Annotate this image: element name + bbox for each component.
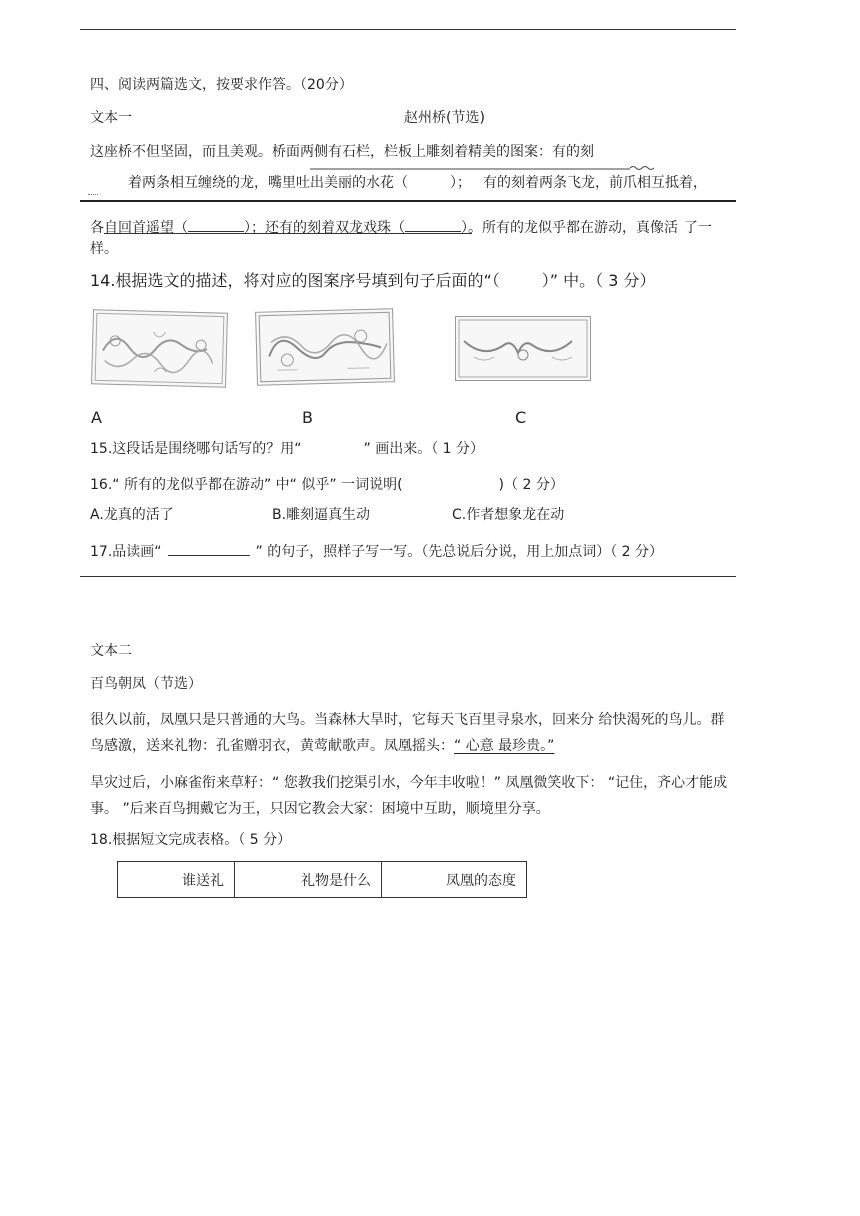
text2-para2-line2: 事。 ”后来百鸟拥戴它为王，只因它教会大家：困境中互助，顺境里分享。 xyxy=(90,801,550,817)
passage-line-3a: 各自回首遥望（ xyxy=(90,220,188,236)
answer-table xyxy=(117,861,527,898)
option-b: B.雕刻逼真生动 xyxy=(272,507,371,523)
passage-line-2 xyxy=(128,174,707,192)
table-row xyxy=(118,862,527,898)
scan-mark xyxy=(88,194,98,199)
question-14 xyxy=(90,271,655,291)
passage-line-3d: 了一 xyxy=(684,220,712,236)
passage-line-2-text: 着两条相互缠绕的龙，嘴里吐出美丽的水花（ xyxy=(128,175,408,191)
option-a: A.龙真的活了 xyxy=(90,507,174,523)
blank-2[interactable] xyxy=(405,217,461,232)
question-17-text: 17.品读画“ xyxy=(90,544,162,560)
passage-line-3c: ）。所有的龙似乎都在游动，真像活 xyxy=(461,220,678,236)
text1-label: 文本一 xyxy=(90,110,132,126)
text2-para1-line1: 很久以前，凤凰只是只普通的大鸟。当森林大旱时，它每天飞百里寻泉水，回来分 给快渴死的鸟儿。群 xyxy=(90,712,725,728)
question-16-text: 16.“ 所有的龙似乎都在游动” 中“ 似乎” 一词说明( xyxy=(90,477,403,493)
dragon-pattern-c-image xyxy=(455,316,591,381)
passage-line-3 xyxy=(90,217,712,237)
question-14-end: ）” 中。（ 3 分） xyxy=(541,271,656,290)
question-16 xyxy=(90,476,564,494)
question-17 xyxy=(90,542,663,561)
dragon-pattern-a-image xyxy=(91,309,228,388)
question-18: 18.根据短文完成表格。（ 5 分） xyxy=(90,832,292,848)
divider-rule xyxy=(80,200,736,202)
passage-line-4: 样。 xyxy=(90,241,118,257)
passage-line-3b: ）；还有的刻着双龙戏珠（ xyxy=(244,220,405,236)
underline-mark xyxy=(104,233,472,234)
text2-label: 文本二 xyxy=(90,643,132,659)
table-header-attitude: 凤凰的态度 xyxy=(382,862,527,898)
table-header-gift: 礼物是什么 xyxy=(235,862,382,898)
question-17-end: ” 的句子，照样子写一写。（先总说后分说，用上加点词）（ 2 分） xyxy=(255,544,664,560)
text2-quote: “ 心意 最珍贵。” xyxy=(454,738,555,754)
section-heading: 四、阅读两篇选文，按要求作答。（20分） xyxy=(90,77,353,93)
label-a: A xyxy=(91,408,102,427)
text2-title: 百鸟朝凤（节选） xyxy=(90,676,202,692)
question-14-text: 14.根据选文的描述，将对应的图案序号填到句子后面的“（ xyxy=(90,271,500,290)
section-bottom-rule xyxy=(80,576,736,577)
table-header-giver: 谁送礼 xyxy=(118,862,235,898)
label-b: B xyxy=(302,408,313,427)
text1-title: 赵州桥(节选) xyxy=(404,110,485,126)
passage-line-2-end: 有的刻着两条飞龙，前爪相互抵着， xyxy=(483,175,707,191)
passage-line-2-mid: ）； xyxy=(450,175,471,191)
top-rule xyxy=(80,29,736,30)
label-c: C xyxy=(515,408,527,427)
text2-para1-line2-text: 鸟感激，送来礼物：孔雀赠羽衣，黄莺献歌声。凤凰摇头： xyxy=(90,738,454,754)
blank-1[interactable] xyxy=(188,217,244,232)
passage-line-1-text: 这座桥不但坚固，而且美观。桥面两侧有石栏，栏板上雕刻着精美的图案：有的刻 xyxy=(90,144,594,160)
question-15 xyxy=(90,440,484,458)
dragon-pattern-b-image xyxy=(255,308,395,386)
text2-para1-line2 xyxy=(90,737,554,755)
wavy-mark xyxy=(310,156,658,162)
question-15-text: 15.这段话是围绕哪句话写的？用“ xyxy=(90,441,302,457)
question-16-end: )（ 2 分） xyxy=(498,477,564,493)
question-17-blank[interactable] xyxy=(168,542,250,556)
question-15-end: ” 画出来。（ 1 分） xyxy=(363,441,485,457)
text2-para2-line1: 旱灾过后，小麻雀衔来草籽：“ 您教我们挖渠引水，今年丰收啦！” 凤凰微笑收下： “记住，齐心才能成 xyxy=(90,775,728,791)
option-c: C.作者想象龙在动 xyxy=(452,507,565,523)
